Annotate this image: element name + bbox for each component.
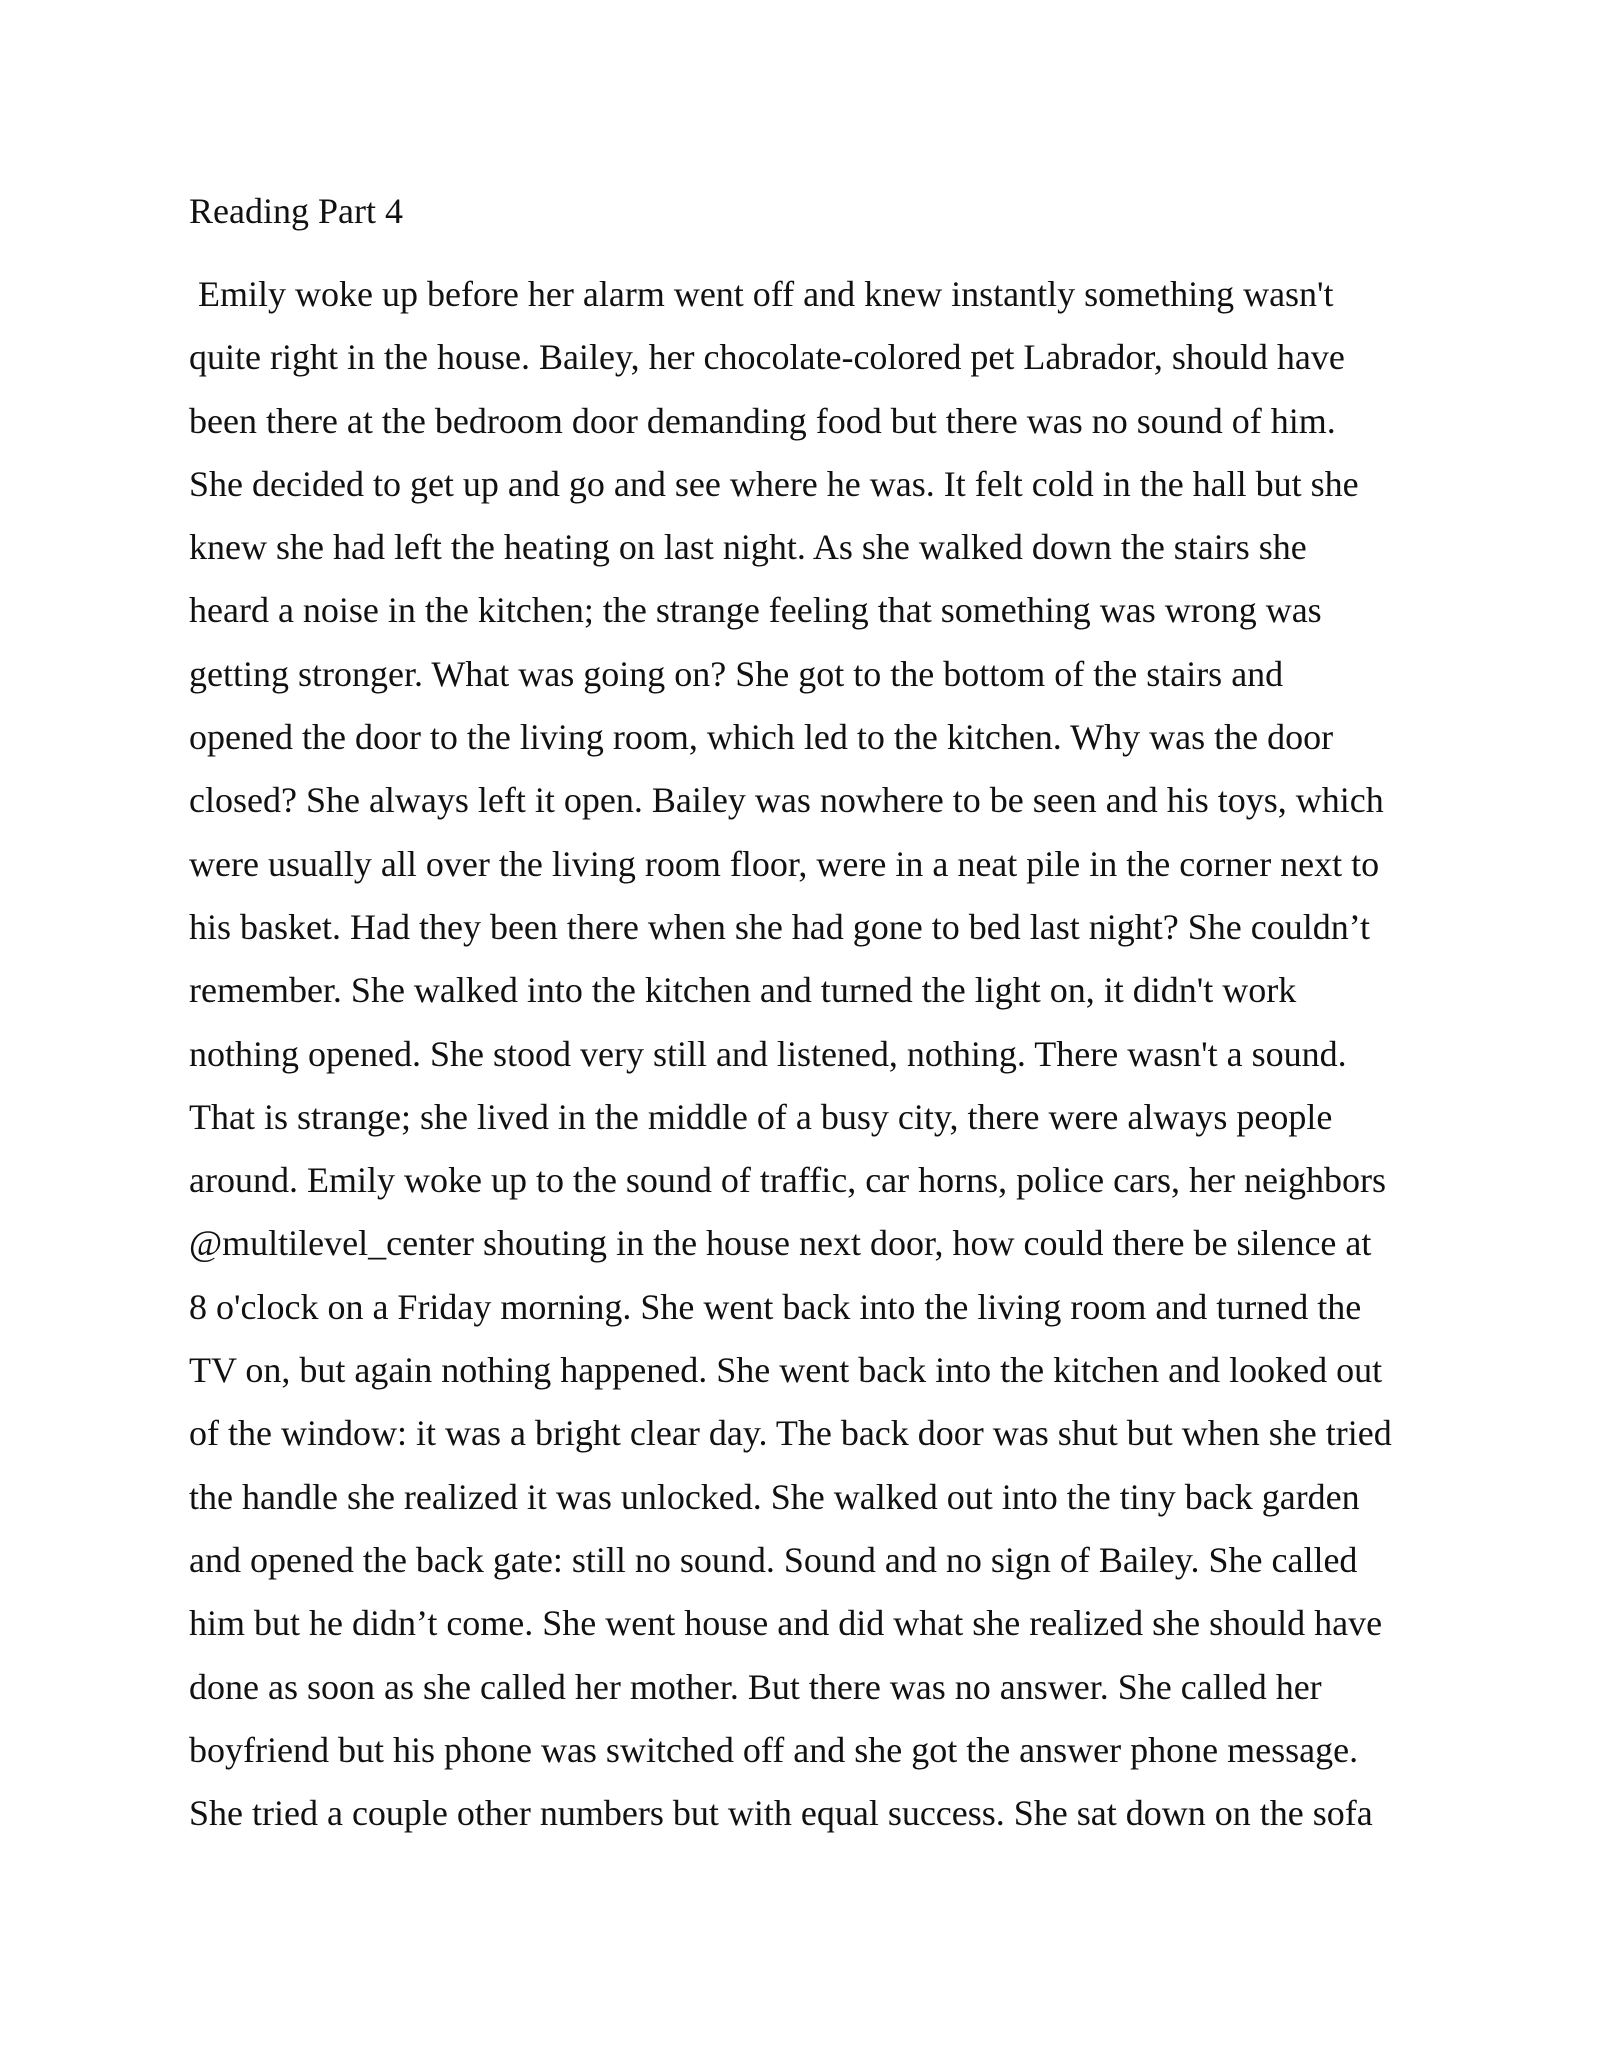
text-line: knew she had left the heating on last night. As she walked down the stairs she — [189, 527, 1307, 568]
text-line: around. Emily woke up to the sound of traffic, car horns, police cars, her neighbors — [189, 1160, 1386, 1201]
text-line: nothing opened. She stood very still and listened, nothing. There wasn't a sound. — [189, 1033, 1347, 1074]
text-line: TV on, but again nothing happened. She went back into the kitchen and looked out — [189, 1350, 1383, 1391]
story-text — [189, 269, 1449, 1851]
text-line: Emily woke up before her alarm went off and knew instantly something wasn't — [189, 274, 1334, 314]
text-line: of the window: it was a bright clear day. The back door was shut but when she tried — [189, 1413, 1392, 1454]
text-line: That is strange; she lived in the middle of a busy city, there were always people — [189, 1096, 1333, 1137]
text-line: heard a noise in the kitchen; the strange feeling that something was wrong was — [189, 590, 1322, 631]
text-line: and opened the back gate: still no sound. Sound and no sign of Bailey. She called — [189, 1539, 1358, 1580]
text-line: @multilevel_center shouting in the house next door, how could there be silence at — [189, 1223, 1372, 1264]
text-line: him but he didn’t come. She went house and did what she realized she should have — [189, 1603, 1383, 1644]
page-heading: Reading Part 4 — [189, 191, 403, 231]
text-line: the handle she realized it was unlocked. She walked out into the tiny back garden — [189, 1476, 1360, 1517]
text-line: closed? She always left it open. Bailey was nowhere to be seen and his toys, which — [189, 780, 1384, 821]
text-line: She tried a couple other numbers but with equal success. She sat down on the sofa — [189, 1793, 1373, 1834]
text-line: remember. She walked into the kitchen and turned the light on, it didn't work — [189, 970, 1297, 1011]
text-line: his basket. Had they been there when she had gone to bed last night? She couldn’t — [189, 906, 1371, 947]
text-line: boyfriend but his phone was switched off and she got the answer phone message. — [189, 1729, 1359, 1770]
text-line: quite right in the house. Bailey, her chocolate-colored pet Labrador, should have — [189, 337, 1345, 378]
text-line: opened the door to the living room, which led to the kitchen. Why was the door — [189, 717, 1334, 758]
text-line: She decided to get up and go and see where he was. It felt cold in the hall but she — [189, 463, 1359, 504]
text-line: were usually all over the living room floor, were in a neat pile in the corner next to — [189, 843, 1380, 884]
text-line: been there at the bedroom door demanding food but there was no sound of him. — [189, 400, 1336, 441]
text-line: 8 o'clock on a Friday morning. She went back into the living room and turned the — [189, 1286, 1362, 1327]
text-line: done as soon as she called her mother. But there was no answer. She called her — [189, 1666, 1322, 1707]
text-line: getting stronger. What was going on? She got to the bottom of the stairs and — [189, 653, 1284, 694]
